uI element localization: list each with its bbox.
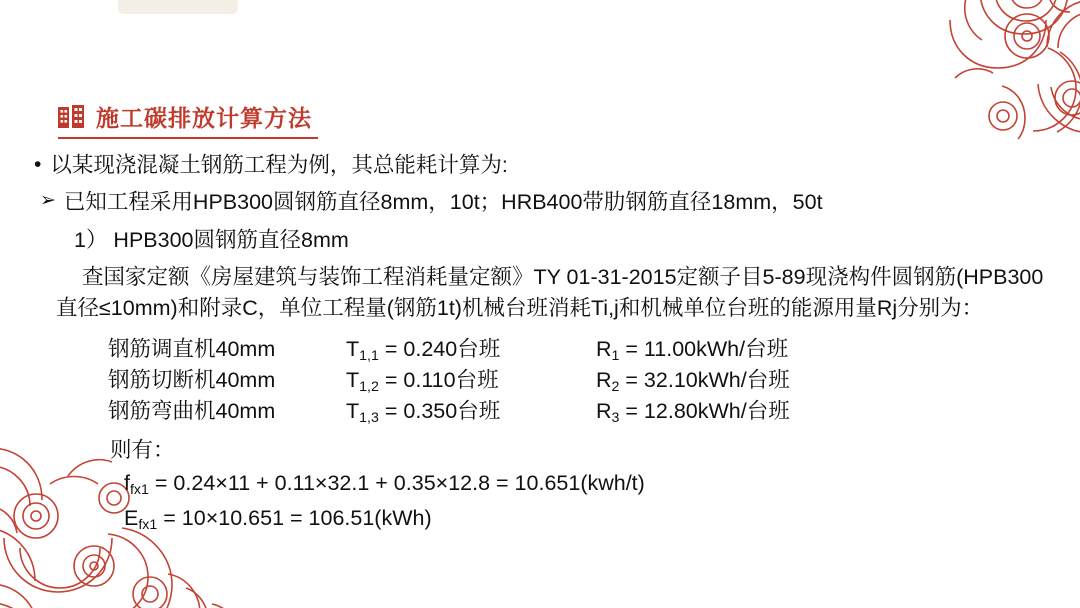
quota-paragraph: 查国家定额《房屋建筑与装饰工程消耗量定额》TY 01-31-2015定额子目5-89现浇构件圆钢筋(HPB300直径≤10mm)和附录C，单位工程量(钢筋1t)机械台班消耗Ti,j和机械单位台班的能源用量Rj分别为： xyxy=(56,264,1044,320)
t-subscript: 1,2 xyxy=(359,378,379,395)
t-symbol: T xyxy=(346,398,360,423)
section-heading xyxy=(58,100,318,139)
t-subscript: 1,3 xyxy=(359,409,379,426)
r-symbol: R xyxy=(596,367,612,392)
machine-shift-value xyxy=(346,334,596,365)
then-label: 则有： xyxy=(110,437,175,462)
building-icon xyxy=(58,105,84,129)
r-value: = 32.10kWh/台班 xyxy=(625,367,790,392)
bullet-level2-text: 已知工程采用HPB300圆钢筋直径8mm，10t；HRB400带肋钢筋直径18mm，50t xyxy=(63,189,823,214)
sub-item-1: 1） HPB300圆钢筋直径8mm xyxy=(74,228,349,253)
machine-shift-value xyxy=(346,396,596,427)
r-subscript: 2 xyxy=(611,378,620,395)
slide-body xyxy=(28,150,1052,534)
machine-energy-value xyxy=(596,365,790,396)
table-row xyxy=(108,334,790,365)
machine-energy-value xyxy=(596,396,790,427)
section-heading-label: 施工碳排放计算方法 xyxy=(96,105,312,131)
t-value: = 0.350台班 xyxy=(384,398,501,423)
r-value: = 12.80kWh/台班 xyxy=(625,398,790,423)
formula-line-1 xyxy=(124,468,1052,499)
formula-symbol: f xyxy=(124,470,130,495)
machine-name: 钢筋弯曲机40mm xyxy=(108,398,276,423)
formula-subscript: fx1 xyxy=(129,481,149,498)
t-symbol: T xyxy=(346,336,360,361)
machine-name: 钢筋切断机40mm xyxy=(108,367,276,392)
r-symbol: R xyxy=(596,336,612,361)
machine-consumption-table xyxy=(108,334,790,427)
top-accent-blob xyxy=(118,0,238,14)
r-subscript: 3 xyxy=(611,409,620,426)
t-value: = 0.110台班 xyxy=(384,367,499,392)
table-row xyxy=(108,396,790,427)
bullet-arrow-marker: ➢ xyxy=(40,189,56,211)
formula-symbol: E xyxy=(124,506,139,531)
machine-energy-value xyxy=(596,334,790,365)
formula-subscript: fx1 xyxy=(138,517,158,534)
formula-expression: = 0.24×11 + 0.11×32.1 + 0.35×12.8 = 10.651(kwh/t) xyxy=(154,470,645,495)
bullet-dot-marker: • xyxy=(34,153,42,176)
bullet-level1 xyxy=(34,150,1052,181)
t-value: = 0.240台班 xyxy=(384,336,501,361)
cloud-ornament-top-right-icon xyxy=(790,0,1080,140)
machine-name: 钢筋调直机40mm xyxy=(108,336,276,361)
t-symbol: T xyxy=(346,367,360,392)
r-symbol: R xyxy=(596,398,612,423)
machine-shift-value xyxy=(346,365,596,396)
table-row xyxy=(108,365,790,396)
formula-expression: = 10×10.651 = 106.51(kWh) xyxy=(163,506,432,531)
formula-line-2 xyxy=(124,503,1052,534)
bullet-level1-text: 以某现浇混凝土钢筋工程为例，其总能耗计算为: xyxy=(50,153,508,177)
r-subscript: 1 xyxy=(611,347,620,364)
t-subscript: 1,1 xyxy=(359,347,379,364)
bullet-level2 xyxy=(40,187,1052,218)
r-value: = 11.00kWh/台班 xyxy=(625,336,789,361)
